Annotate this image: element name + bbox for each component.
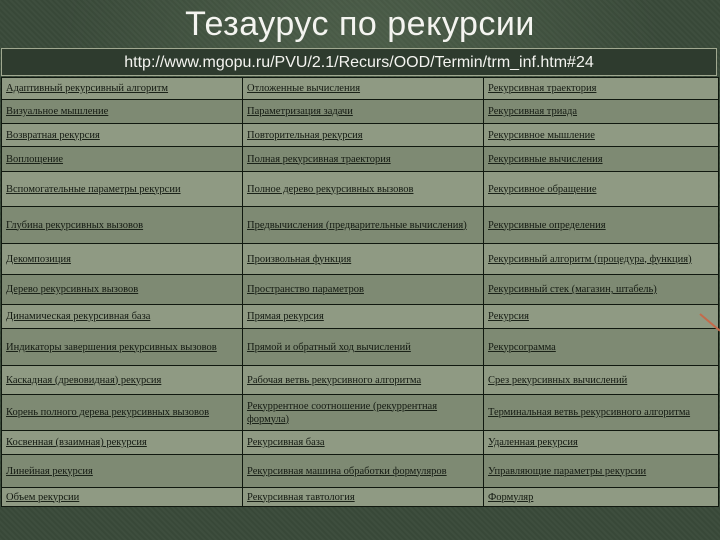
- term-link[interactable]: Рекурсограмма: [484, 329, 719, 366]
- term-link[interactable]: Воплощение: [2, 147, 243, 172]
- table-row: [2, 147, 719, 172]
- term-link[interactable]: Возвратная рекурсия: [2, 124, 243, 147]
- term-link[interactable]: Объем рекурсии: [2, 488, 243, 507]
- table-row: [2, 207, 719, 244]
- term-link[interactable]: Адаптивный рекурсивный алгоритм: [2, 78, 243, 100]
- term-link[interactable]: Каскадная (древовидная) рекурсия: [2, 366, 243, 395]
- term-link[interactable]: Рабочая ветвь рекурсивного алгоритма: [243, 366, 484, 395]
- term-link[interactable]: Декомпозиция: [2, 244, 243, 275]
- table-row: [2, 329, 719, 366]
- term-link[interactable]: Терминальная ветвь рекурсивного алгоритма: [484, 395, 719, 431]
- table-row: [2, 305, 719, 329]
- term-link[interactable]: Рекурсивные определения: [484, 207, 719, 244]
- term-link[interactable]: Управляющие параметры рекурсии: [484, 455, 719, 488]
- term-link[interactable]: Вспомогательные параметры рекурсии: [2, 172, 243, 207]
- table-row: [2, 366, 719, 395]
- table-row: [2, 455, 719, 488]
- table-row: [2, 431, 719, 455]
- table-row: [2, 172, 719, 207]
- term-link[interactable]: Параметризация задачи: [243, 100, 484, 124]
- term-link[interactable]: Рекурсия: [484, 305, 719, 329]
- table-row: [2, 275, 719, 305]
- term-link[interactable]: Динамическая рекурсивная база: [2, 305, 243, 329]
- term-link[interactable]: Полная рекурсивная траектория: [243, 147, 484, 172]
- term-link[interactable]: Рекурсивная триада: [484, 100, 719, 124]
- term-link[interactable]: Предвычисления (предварительные вычисления): [243, 207, 484, 244]
- term-link[interactable]: Полное дерево рекурсивных вызовов: [243, 172, 484, 207]
- term-link[interactable]: Отложенные вычисления: [243, 78, 484, 100]
- term-link[interactable]: Формуляр: [484, 488, 719, 507]
- thesaurus-table-body: [2, 78, 719, 507]
- term-link[interactable]: Рекурсивная тавтология: [243, 488, 484, 507]
- term-link[interactable]: Рекурсивный алгоритм (процедура, функция): [484, 244, 719, 275]
- term-link[interactable]: Прямой и обратный ход вычислений: [243, 329, 484, 366]
- term-link[interactable]: Дерево рекурсивных вызовов: [2, 275, 243, 305]
- term-link[interactable]: Косвенная (взаимная) рекурсия: [2, 431, 243, 455]
- table-row: [2, 488, 719, 507]
- term-link[interactable]: Корень полного дерева рекурсивных вызовов: [2, 395, 243, 431]
- term-link[interactable]: Срез рекурсивных вычислений: [484, 366, 719, 395]
- term-link[interactable]: Рекурсивная машина обработки формуляров: [243, 455, 484, 488]
- table-row: [2, 100, 719, 124]
- table-row: [2, 244, 719, 275]
- term-link[interactable]: Удаленная рекурсия: [484, 431, 719, 455]
- term-link[interactable]: Рекурсивные вычисления: [484, 147, 719, 172]
- table-row: [2, 395, 719, 431]
- term-link[interactable]: Рекурсивная траектория: [484, 78, 719, 100]
- term-link[interactable]: Рекурсивная база: [243, 431, 484, 455]
- page-title: Тезаурус по рекурсии: [185, 5, 535, 43]
- term-link[interactable]: Рекурсивное обращение: [484, 172, 719, 207]
- term-link[interactable]: Глубина рекурсивных вызовов: [2, 207, 243, 244]
- term-link[interactable]: Произвольная функция: [243, 244, 484, 275]
- term-link[interactable]: Индикаторы завершения рекурсивных вызовов: [2, 329, 243, 366]
- table-row: [2, 124, 719, 147]
- term-link[interactable]: Визуальное мышление: [2, 100, 243, 124]
- thesaurus-table: [1, 77, 719, 507]
- term-link[interactable]: Линейная рекурсия: [2, 455, 243, 488]
- term-link[interactable]: Рекурсивный стек (магазин, штабель): [484, 275, 719, 305]
- term-link[interactable]: Рекуррентное соотношение (рекуррентная формула): [243, 395, 484, 431]
- term-link[interactable]: Рекурсивное мышление: [484, 124, 719, 147]
- term-link[interactable]: Пространство параметров: [243, 275, 484, 305]
- term-link[interactable]: Прямая рекурсия: [243, 305, 484, 329]
- term-link[interactable]: Повторительная рекурсия: [243, 124, 484, 147]
- table-row: [2, 78, 719, 100]
- source-url-link[interactable]: http://www.mgopu.ru/PVU/2.1/Recurs/OOD/Termin/trm_inf.htm#24: [1, 48, 717, 76]
